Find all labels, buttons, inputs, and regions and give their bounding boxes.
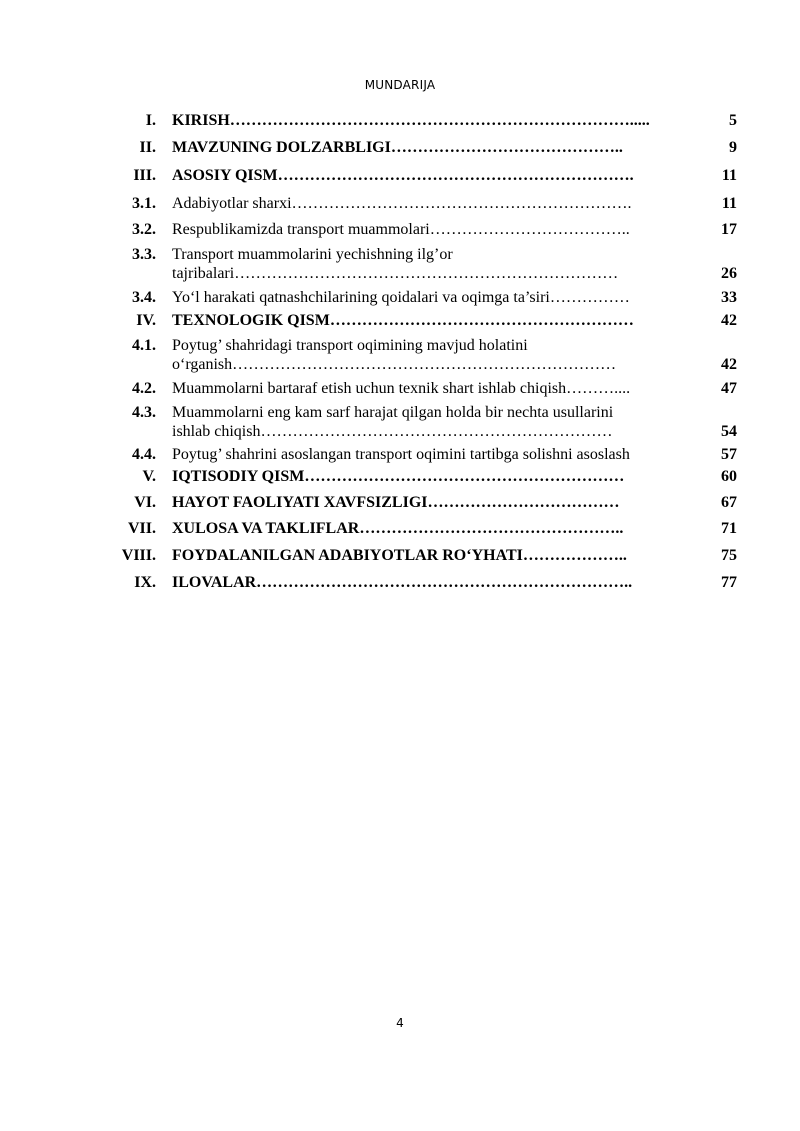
toc-entry-title: XULOSA VA TAKLIFLAR (172, 520, 360, 537)
toc-entry-leader-dots: …………………………………………………………. (277, 167, 634, 184)
toc-entry-title: Muammolarni bartaraf etish uchun texnik shart ishlab chiqish (172, 380, 567, 397)
toc-entry-body (172, 519, 737, 538)
toc-entry-number: VII. (127, 520, 156, 537)
toc-entry-number: III. (133, 167, 156, 184)
toc-entry-number: 4.1. (132, 337, 156, 354)
toc-entry-page: 47 (721, 380, 737, 397)
toc-entry-number: 4.3. (132, 404, 156, 421)
toc-entry-title: TEXNOLOGIK QISM (172, 312, 330, 329)
toc-entry-title: ASOSIY QISM (172, 167, 278, 184)
toc-entry-body (172, 493, 737, 512)
toc-entry-leader-dots: ……………….. (522, 547, 627, 564)
toc-entry-title: Muammolarni eng kam sarf harajat qilgan holda bir nechta usullarini (172, 404, 614, 421)
toc-entry-page: 71 (721, 520, 737, 537)
toc-entry-number: VI. (134, 494, 156, 511)
toc-entry-leader-dots: ………………………………………………………. (291, 195, 632, 212)
toc-entry-body (172, 379, 737, 398)
toc-entry-page: 77 (721, 574, 737, 591)
toc-entry-body (172, 336, 737, 374)
toc-entry-title: KIRISH (172, 112, 230, 129)
toc-entry-body (172, 138, 737, 157)
toc-entry-title: ishlab chiqish (172, 423, 261, 440)
toc-entry-number: 3.3. (132, 246, 156, 263)
toc-entry-page: 11 (721, 195, 737, 212)
toc-entry-number: 4.2. (132, 380, 156, 397)
toc-entry-body (172, 166, 737, 185)
toc-entry-body (172, 245, 737, 283)
toc-entry-page: 26 (721, 265, 737, 282)
toc-entry-page: 17 (721, 221, 737, 238)
toc-entry-leader-dots: ………………………………………………………… (260, 423, 613, 440)
toc-entry-body (172, 546, 737, 565)
toc-entry-title: HAYOT FAOLIYATI XAVFSIZLIGI (172, 494, 428, 511)
toc-entry-leader-dots: ………………………………………….. (359, 520, 624, 537)
toc-entry-leader-dots: ……………………………….. (429, 221, 630, 238)
toc-entry-page: 54 (721, 423, 737, 440)
toc-entry-number: IX. (134, 574, 156, 591)
toc-entry-page: 11 (721, 167, 737, 184)
toc-entry-page: 60 (721, 468, 737, 485)
toc-entry-title: Adabiyotlar sharxi (172, 195, 292, 212)
document-heading: MUNDARIJA (364, 78, 436, 92)
toc-entry-body (172, 311, 737, 330)
toc-entry-title: MAVZUNING DOLZARBLIGI (172, 139, 391, 156)
toc-entry-leader-dots: …………………………………….. (390, 139, 623, 156)
toc-entry-page: 42 (721, 312, 737, 329)
toc-entry-number: II. (139, 139, 156, 156)
toc-entry-number: I. (145, 112, 156, 129)
toc-entry-title: o‘rganish (172, 356, 233, 373)
toc-entry-title: FOYDALANILGAN ADABIYOTLAR RO‘YHATI (172, 547, 523, 564)
toc-entry-leader-dots: ………………………………………………… (329, 312, 634, 329)
toc-entry-body (172, 194, 737, 213)
toc-entry-page: 57 (721, 446, 737, 463)
toc-entry-number: 4.4. (132, 446, 156, 463)
toc-entry-leader-dots: ……………………………………………………………… (232, 356, 617, 373)
toc-entry-leader-dots: …………………………………………………………………..... (229, 112, 650, 129)
toc-entry-body (172, 111, 737, 130)
toc-entry-page: 42 (721, 356, 737, 373)
toc-entry-body (172, 288, 737, 307)
toc-entry-title: Respublikamizda transport muammolari (172, 221, 430, 238)
toc-entry-body (172, 467, 737, 486)
toc-entry-leader-dots: ……………………………… (427, 494, 620, 511)
toc-entry-page: 5 (729, 112, 737, 129)
toc-entry-body (172, 403, 737, 441)
toc-entry-leader-dots: …………………………………………………… (304, 468, 625, 485)
toc-entry-number: 3.2. (132, 221, 156, 238)
toc-entry-number: 3.4. (132, 289, 156, 306)
toc-entry-leader-dots: …………………………………………………………….. (256, 574, 633, 591)
page-number: 4 (396, 1016, 404, 1030)
toc-entry-title: ILOVALAR (172, 574, 257, 591)
toc-entry-number: VIII. (121, 547, 156, 564)
toc-entry-page: 33 (721, 289, 737, 306)
toc-entry-title: Yo‘l harakati qatnashchilarining qoidalari va oqimga ta’siri (172, 289, 550, 306)
toc-entry-number: V. (142, 468, 156, 485)
toc-entry-title: Poytug’ shahrini asoslangan transport oqimini tartibga solishni asoslash (172, 446, 630, 463)
toc-entry-body (172, 445, 737, 464)
toc-entry-leader-dots: ……………………………………………………………… (234, 265, 619, 282)
toc-entry-number: IV. (136, 312, 156, 329)
toc-entry-leader-dots: ……….... (566, 380, 631, 397)
toc-entry-page: 67 (721, 494, 737, 511)
toc-entry-title: Poytug’ shahridagi transport oqimining mavjud holatini (172, 337, 528, 354)
toc-entry-title: Transport muammolarini yechishning ilg’or (172, 246, 453, 263)
toc-entry-body (172, 220, 737, 239)
toc-entry-number: 3.1. (132, 195, 156, 212)
toc-entry-page: 75 (721, 547, 737, 564)
toc-entry-body (172, 573, 737, 592)
toc-entry-page: 9 (729, 139, 737, 156)
toc-entry-title: tajribalari (172, 265, 235, 282)
toc-entry-leader-dots: …………… (549, 289, 630, 306)
toc-entry-title: IQTISODIY QISM (172, 468, 305, 485)
